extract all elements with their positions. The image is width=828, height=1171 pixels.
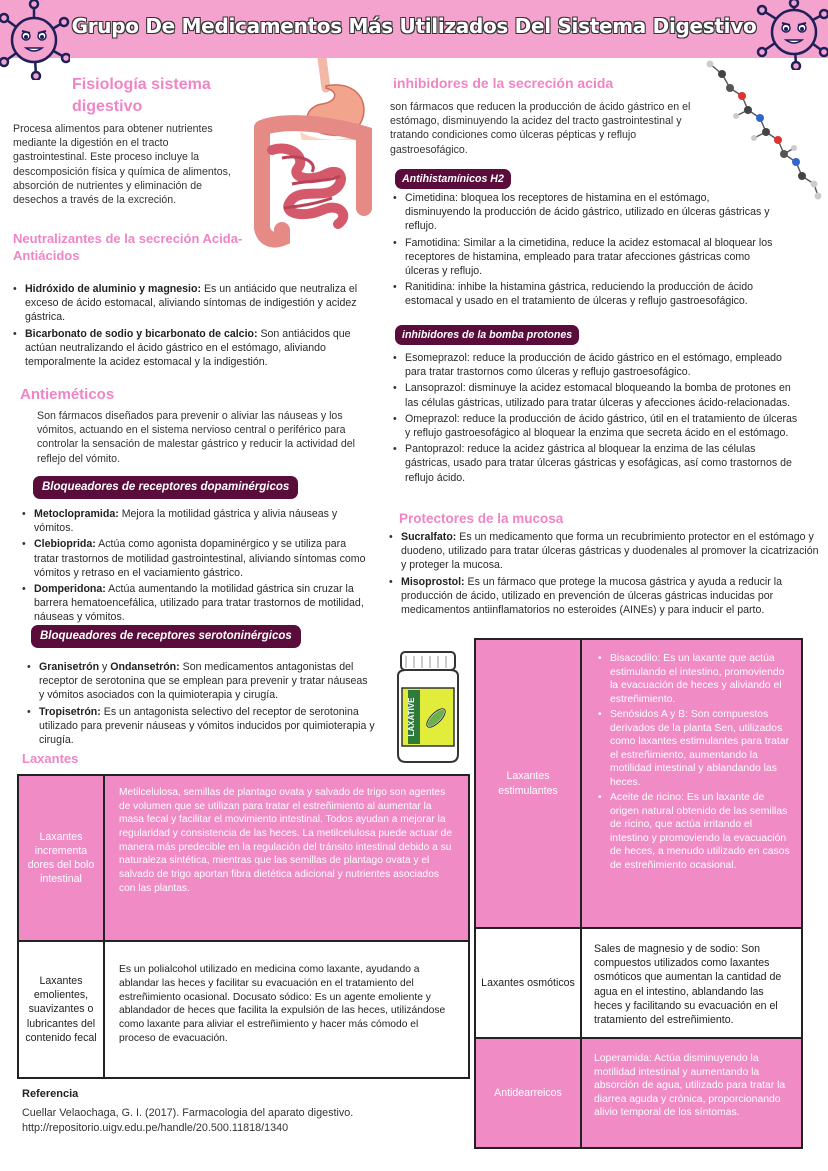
list-item: • Hidróxido de aluminio y magnesio: Es un antiácido que neutraliza el exceso de ácido estomacal, aliviando síntomas de indigestión y acidez gástrica.: [13, 282, 358, 325]
list-item: • Metoclopramida: Mejora la motilidad gástrica y alivia náuseas y vómitos.: [22, 507, 372, 535]
list-item: • Bisacodilo: Es un laxante que actúa estimulando el intestino, promoviendo la evacuación de heces y aliviando el estreñimiento.: [598, 652, 791, 706]
inhibidores-title: inhibidores de la secreción acida: [393, 75, 614, 91]
referencia-title: Referencia: [22, 1088, 79, 1100]
antihistaminicos-tag: Antihistamínicos H2: [396, 170, 510, 188]
estimulantes-cell: [580, 638, 803, 929]
fisiologia-title: Fisiología sistema digestivo: [72, 76, 211, 115]
protectores-title: Protectores de la mucosa: [399, 511, 564, 526]
list-item: • Granisetrón y Ondansetrón: Son medicamentos antagonistas del receptor de serotonina que se emplean para prevenir y tratar náuseas y vómitos asociados con la quimioterapia y cirugía.: [27, 660, 375, 703]
list-item: • Clebioprida: Actúa como agonista dopaminérgico y se utiliza para tratar trastornos de motilidad gastrointestinal, aliviando síntomas como vómitos y retraso en el vaciamiento gástrico.: [22, 537, 372, 580]
emolientes-label: Laxantes emolientes, suavizantes o lubricantes del contenido fecal: [17, 940, 105, 1079]
bottle-label: LAXATIVE: [407, 697, 416, 737]
list-item: • Cimetidina: bloquea los receptores de histamina en el estómago, disminuyendo la producción de ácido gástrico, utilizado en úlceras gástricas y reflujo.: [393, 191, 773, 234]
incrementadores-text: Metilcelulosa, semillas de plantago ovata y salvado de trigo son agentes de volumen que se utilizan para tratar el estreñimiento al aumentar la masa fecal y facilitar el movimiento intestinal. Todos ayudan a mejorar la regularidad y consistencia de las heces. La metilcelulosa puede actuar de manera más predecible en la regulación del tránsito intestinal debido a su naturaleza sintética, mientras que las semillas de plantago ovata y el salvado de trigo aportan fibra dietética adicional y nutrientes asociados con las plantas.: [103, 774, 470, 942]
antihistaminicos-list: [393, 191, 773, 311]
dopaminergicos-tag: Bloqueadores de receptores dopaminérgicos: [34, 477, 297, 498]
inhibidores-text: son fármacos que reducen la producción de ácido gástrico en el estómago, disminuyendo la acidez del tracto gastrointestinal y tratando condiciones como úlceras pépticas y reflujo gastroesofágico.: [390, 101, 691, 156]
dopaminergicos-list: [22, 507, 372, 627]
list-item: • Domperidona: Actúa aumentando la motilidad gástrica sin cruzar la barrera hematoencefálica, utilizado para tratar trastornos de motilidad, náuseas y vómitos.: [22, 582, 372, 625]
neutralizantes-title: Neutralizantes de la secreción Acida- Antiácidos: [13, 231, 243, 264]
list-item: • Famotidina: Similar a la cimetidina, reduce la acidez estomacal al bloquear los receptores de histamina, empleado para tratar afecciones gástricas como úlceras y reflujo.: [393, 236, 773, 279]
list-item: • Aceite de ricino: Es un laxante de origen natural obtenido de las semillas de ricino, que actúa irritando el intestino y promoviendo la evacuación de heces, a menudo utilizado en casos de estreñimiento ocasional.: [598, 791, 791, 872]
digestive-system-illustration: [242, 58, 382, 248]
incrementadores-label: Laxantes incrementa dores del bolo intestinal: [17, 774, 105, 942]
laxantes-title: Laxantes: [22, 751, 79, 766]
estimulantes-list: [598, 652, 791, 872]
list-item: • Misoprostol: Es un fármaco que protege la mucosa gástrica y ayuda a reducir la producción de ácido, utilizado en prevención de úlceras gástricas inducidas por medicamentos antiinflamatorios no esteroides (AINEs) y para inducir el parto.: [389, 575, 819, 618]
osmoticos-label: Laxantes osmóticos: [474, 927, 582, 1039]
list-item: • Lansoprazol: disminuye la acidez estomacal bloqueando la bomba de protones en las células gástricas, utilizado para tratar úlceras y afecciones ácido-relacionadas.: [393, 381, 803, 409]
antiemeticos-title: Antieméticos: [20, 386, 115, 403]
list-item: • Ranitidina: inhibe la histamina gástrica, reduciendo la producción de ácido estomacal y usado en el tratamiento de úlceras y reflujo gastroesofágico.: [393, 280, 773, 308]
laxative-bottle-illustration: [392, 650, 464, 764]
list-item: • Bicarbonato de sodio y bicarbonato de calcio: Son antiácidos que actúan neutralizando el ácido gástrico en el estómago, aliviando temporalmente la acidez estomacal y la indigestión.: [13, 327, 358, 370]
fisiologia-text: Procesa alimentos para obtener nutrientes mediante la digestión en el tracto gastrointestinal. Este proceso incluye la descomposición física y química de alimentos, absorción de nutrientes y eliminación de desechos a través de la excreción.: [13, 123, 231, 206]
list-item: • Esomeprazol: reduce la producción de ácido gástrico en el estómago, empleado para tratar trastornos como úlceras y reflujo gastroesofágico.: [393, 351, 803, 379]
serotoninergicos-tag: Bloqueadores de receptores serotoninérgicos: [32, 626, 300, 647]
osmoticos-text: Sales de magnesio y de sodio: Son compuestos utilizados como laxantes osmóticos que aumentan la cantidad de agua en el intestino, ablandando las heces y facilitando su evacuación en el tratamiento del estreñimiento.: [580, 927, 803, 1039]
neutralizantes-list: [13, 282, 358, 371]
molecule-illustration: [700, 56, 824, 206]
emolientes-text: Es un polialcohol utilizado en medicina como laxante, ayudando a ablandar las heces y facilitar su evacuación en el tratamiento del estreñimiento ocasional. Docusato sódico: Es un agente emoliente y ablandador de heces que facilita la expulsión de las heces, utilizándose como laxante para aliviar el estreñimiento y hacer más cómodo el proceso de evacuación.: [103, 940, 470, 1079]
antiemeticos-text: Son fármacos diseñados para prevenir o aliviar las náuseas y los vómitos, actuando en el sistema nervioso central o periférico para controlar la sensación de malestar gástrico y reducir la actividad del reflejo del vómito.: [37, 410, 355, 465]
bomba-protones-list: [393, 351, 803, 487]
bomba-protones-tag: inhibidores de la bomba protones: [396, 326, 578, 344]
virus-mascot-icon: [0, 0, 70, 80]
antidiarreicos-label: Antidearreicos: [474, 1037, 582, 1149]
list-item: • Sucralfato: Es un medicamento que forma un recubrimiento protector en el estómago y duodeno, utilizado para tratar úlceras gástricas y duodenales al promover la cicatrización y proteger la mucosa.: [389, 530, 819, 573]
list-item: • Tropisetrón: Es un antagonista selectivo del receptor de serotonina utilizado para prevenir náuseas y vómitos inducidos por quimioterapia y cirugía.: [27, 705, 375, 748]
protectores-list: [389, 530, 819, 619]
referencia-link[interactable]: http://repositorio.uigv.edu.pe/handle/20.500.11818/1340: [22, 1122, 289, 1134]
list-item: • Senósidos A y B: Son compuestos derivados de la planta Sen, utilizados como laxantes estimulantes para tratar el estreñimiento, aumentando la motilidad intestinal y ablandando las heces.: [598, 708, 791, 789]
estimulantes-label: Laxantes estimulantes: [474, 638, 582, 929]
serotoninergicos-list: [27, 660, 375, 749]
list-item: • Omeprazol: reduce la producción de ácido gástrico, útil en el tratamiento de úlceras y reflujo gastroesofágico al bloquear la enzima que secreta ácido en el estómago.: [393, 412, 803, 440]
list-item: • Pantoprazol: reduce la acidez gástrica al bloquear la enzima de las células gástricas, usado para tratar úlceras gástricas y esofágicas, así como trastornos de reflujo ácido.: [393, 442, 803, 485]
page-title: Grupo De Medicamentos Más Utilizados Del Sistema Digestivo: [71, 14, 757, 38]
referencia-citation: Cuellar Velaochaga, G. I. (2017). Farmacologia del aparato digestivo.: [22, 1107, 354, 1119]
antidiarreicos-text: Loperamida: Actúa disminuyendo la motilidad intestinal y aumentando la absorción de agua, utilizado para tratar la diarrea aguda y crónica, proporcionando alivio temporal de los síntomas.: [580, 1037, 803, 1149]
